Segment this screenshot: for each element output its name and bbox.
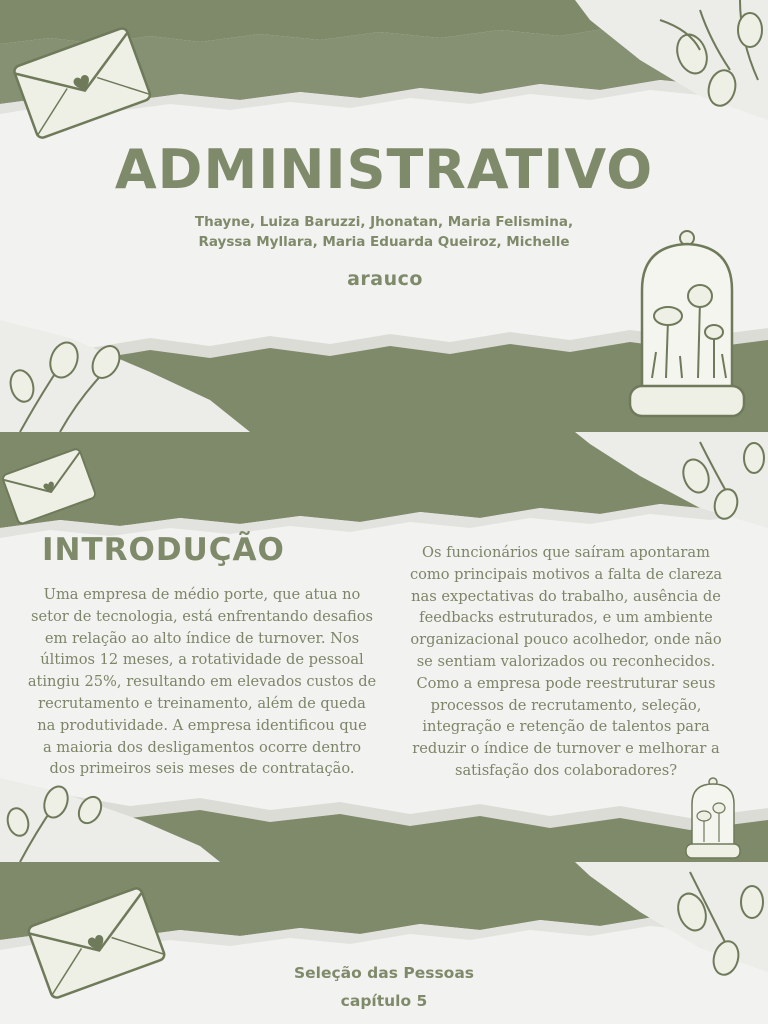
text-line: organizacional pouco acolhedor, onde não	[410, 631, 722, 649]
text-line: a maioria dos desligamentos ocorre dentro	[42, 738, 362, 756]
envelope-icon	[0, 438, 100, 534]
flowers-icon	[640, 0, 768, 120]
footer-chapter: capítulo 5	[340, 992, 428, 1010]
footer-subject: Seleção das Pessoas	[293, 964, 475, 982]
cover-slide	[0, 0, 768, 432]
text-line: Uma empresa de médio porte, que atua no	[43, 586, 361, 603]
text-line: integração e retenção de talentos para	[422, 718, 710, 736]
intro-paragraph-right	[382, 542, 750, 782]
text-line: recrutamento e treinamento, além de queda	[38, 694, 366, 712]
text-line: reduzir o índice de turnover e melhorar a	[412, 740, 720, 758]
envelope-icon	[24, 876, 174, 1006]
text-line: se sentiam valorizados ou reconhecidos.	[416, 652, 716, 670]
intro-paragraph-left	[18, 584, 386, 780]
text-line: últimos 12 meses, a rotatividade de pessoal	[40, 651, 364, 669]
text-line: como principais motivos a falta de clareza	[409, 565, 723, 583]
text-line: Como a empresa pode reestruturar seus	[416, 674, 716, 692]
page-title: ADMINISTRATIVO	[114, 138, 654, 201]
text-line: satisfação dos colaboradores?	[454, 761, 678, 779]
flowers-icon	[650, 862, 768, 982]
section-heading: INTRODUÇÃO	[42, 532, 285, 568]
flowers-icon	[0, 772, 110, 862]
authors-line-1: Thayne, Luiza Baruzzi, Jhonatan, Maria Felismina,	[194, 214, 574, 230]
authors-list	[150, 212, 618, 252]
text-line: nas expectativas do trabalho, ausência de	[411, 587, 721, 605]
authors-line-2: Rayssa Myllara, Maria Eduarda Queiroz, Michelle	[198, 234, 570, 250]
envelope-icon	[10, 12, 160, 152]
text-line: em relação ao alto índice de turnover. Nos	[44, 629, 360, 647]
brand-logo: arauco	[347, 268, 423, 290]
flowers-icon	[0, 326, 130, 432]
text-line: Os funcionários que saíram apontaram	[422, 544, 710, 561]
mushroom-jar-icon	[684, 776, 742, 862]
flowers-icon	[660, 432, 768, 532]
text-line: feedbacks estruturados, e um ambiente	[419, 609, 713, 627]
text-line: setor de tecnologia, está enfrentando desafios	[31, 607, 373, 625]
text-line: atingiu 25%, resultando em elevados custos de	[27, 673, 377, 691]
text-line: na produtividade. A empresa identificou que	[37, 716, 367, 734]
footer-slide	[0, 862, 768, 1024]
mushroom-jar-icon	[626, 228, 748, 422]
text-line: dos primeiros seis meses de contratação.	[49, 760, 355, 778]
text-line: processos de recrutamento, seleção,	[430, 696, 702, 714]
intro-slide	[0, 432, 768, 862]
